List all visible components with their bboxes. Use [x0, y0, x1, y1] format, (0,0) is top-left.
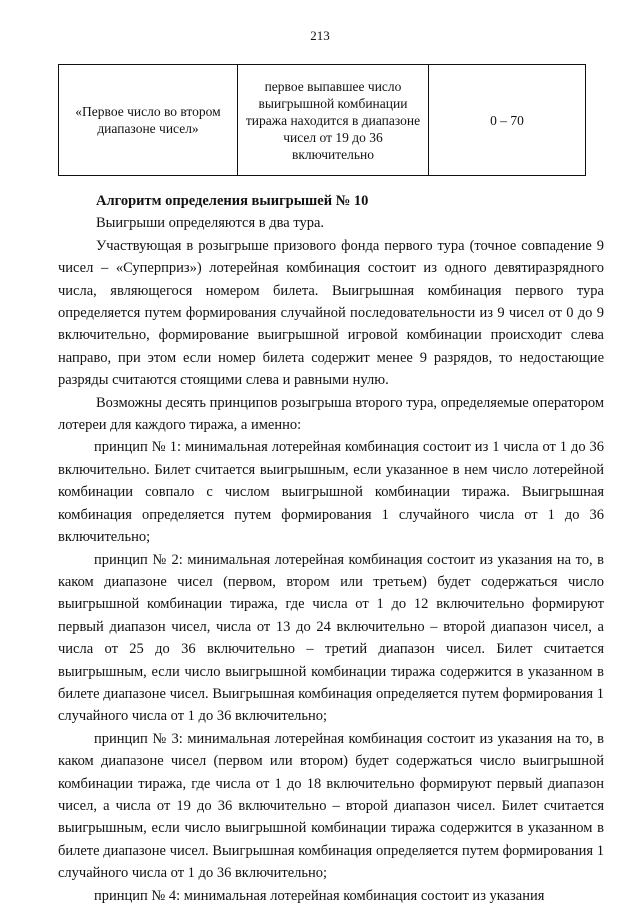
section-heading: Алгоритм определения выигрышей № 10 [96, 193, 369, 209]
paragraph: принцип № 4: минимальная лотерейная комбинация состоит из указания [94, 887, 545, 904]
paragraph: принцип № 2: минимальная лотерейная комбинация состоит из указания на то, в каком диапазоне чисел (первом, втором или третьем) будет содержаться число выигрышной комбинации тиража, где числа от 1 до 12 включительно формируют первый диапазон чисел, числа от 13 до 24 включительно – второй диапазон чисел, а числа от 25 до 36 включительно – третий диапазон чисел. Билет считается выигрышным, если число выигрышной комбинации тиража содержится в указанном в билете диапазоне чисел. Выигрышная комбинация определяется путем формирования 1 случайного числа от 1 до 36 включительно; [58, 551, 604, 725]
table-cell-condition: первое выпавшее число выигрышной комбинации тиража находится в диапазоне чисел от 19 до 36 включительно [238, 65, 429, 176]
rules-table [58, 64, 586, 176]
table-row [59, 65, 586, 176]
paragraph: Возможны десять принципов розыгрыша второго тура, определяемые оператором лотереи для каждого тиража, а именно: [58, 394, 604, 434]
table-cell-value: 0 – 70 [429, 65, 586, 176]
document-body [58, 190, 604, 907]
paragraph: принцип № 3: минимальная лотерейная комбинация состоит из указания на то, в каком диапазоне чисел (первом или втором) будет содержаться число выигрышной комбинации тиража, где числа от 1 до 18 включительно формируют первый диапазон чисел, а числа от 19 до 36 включительно – второй диапазон чисел. Билет считается выигрышным, если число выигрышной комбинации тиража содержится в указанном в билете диапазоне чисел. Выигрышная комбинация определяется путем формирования 1 случайного числа от 1 до 36 включительно; [58, 730, 604, 882]
paragraph: Выигрыши определяются в два тура. [96, 215, 325, 232]
page-number: 213 [310, 28, 330, 43]
paragraph: Участвующая в розыгрыше призового фонда первого тура (точное совпадение 9 чисел – «Суперприз») лотерейная комбинация состоит из одного девятиразрядного числа, являющегося номером билета. Выигрышная комбинация первого тура определяется путем формирования случайной последовательности из 9 чисел от 0 до 9 включительно, формирование выигрышной игровой комбинации происходит слева направо, при этом если номер билета содержит менее 9 разрядов, то недостающие разряды считаются стоящими слева и равными нулю. [58, 237, 604, 389]
table-cell-name: «Первое число во втором диапазоне чисел» [59, 65, 238, 176]
paragraph: принцип № 1: минимальная лотерейная комбинация состоит из 1 числа от 1 до 36 включительно. Билет считается выигрышным, если указанное в нем число лотерейной комбинации совпало с числом выигрышной комбинации тиража. Выигрышная комбинация определяется путем формирования 1 случайного числа от 1 до 36 включительно; [58, 439, 604, 546]
